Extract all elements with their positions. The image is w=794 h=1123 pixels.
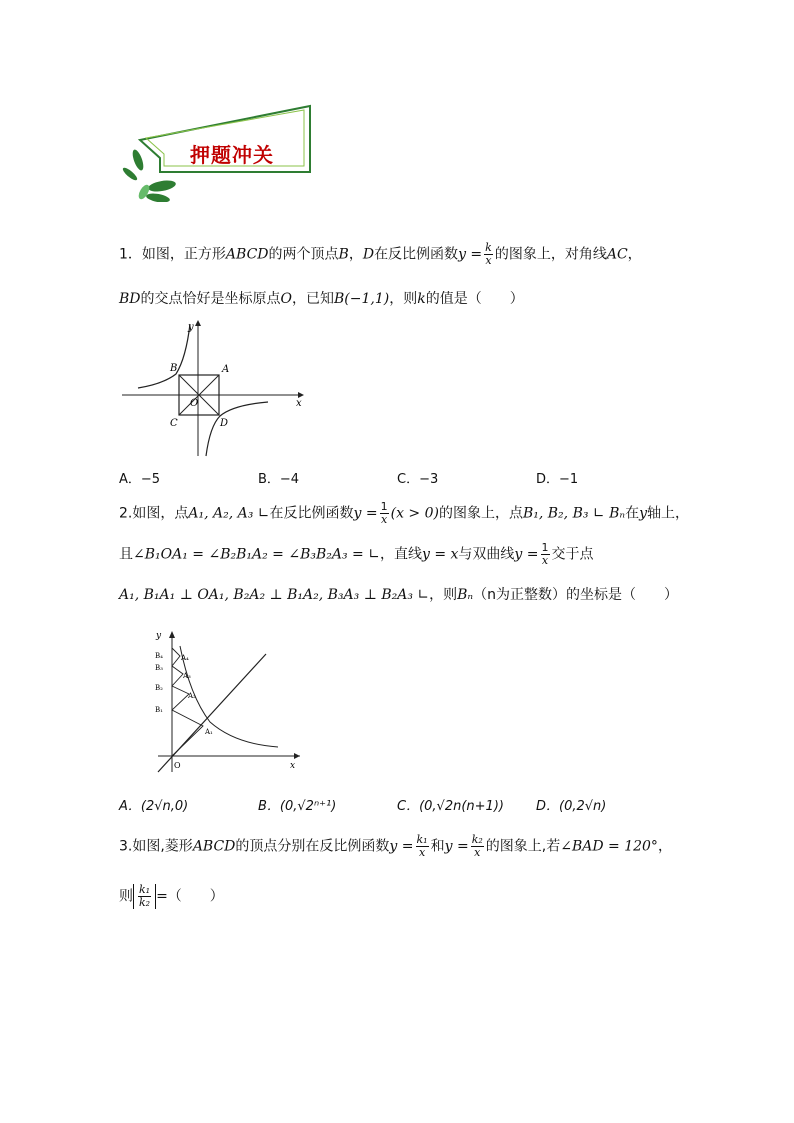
label-O: O — [174, 761, 181, 770]
label-O: O — [190, 398, 199, 409]
q2-line2: 且∠B₁OA₁ = ∠B₂B₁A₂ = ∠B₃B₂A₃ = ∟，直线y = x与双曲线y = $\frac{1}{x}$ 交于点 — [119, 541, 594, 567]
leaf-icon — [145, 192, 170, 202]
fraction-k2-over-x: $\frac{\text{k₂}}{x}$ — [471, 833, 483, 859]
leaf-icon — [147, 179, 176, 194]
label-B3: B₃ — [155, 664, 163, 672]
label-B: B — [170, 363, 178, 374]
q1-option-c[interactable]: C．−3 — [397, 472, 439, 487]
q2-option-c[interactable]: C．(0,√2n(n+1)) — [397, 799, 504, 814]
q1-line1: 1．如图，正方形ABCD的两个顶点B，D在反比例函数y = $\frac{k}{x}$ 的图象上，对角线AC， — [119, 241, 642, 267]
q1-option-a[interactable]: A．−5 — [119, 472, 161, 487]
q1-figure — [118, 316, 308, 461]
q2-option-a[interactable]: A．(2√n,0) — [119, 799, 189, 814]
q1-option-b[interactable]: B．−4 — [258, 472, 300, 487]
fraction-k-over-x: $\frac{k}{x}$ — [485, 241, 492, 267]
label-y: y — [188, 322, 194, 333]
label-y: y — [156, 631, 162, 641]
q3-line2: 则 $\frac{\text{k₁}}{\text{k₂}}$ =（ ） — [119, 883, 224, 909]
label-B2: B₂ — [155, 684, 163, 692]
q2-option-b[interactable]: B．(0,√2ⁿ⁺¹) — [258, 799, 337, 814]
fraction-k1-over-k2: $\frac{\text{k₁}}{\text{k₂}}$ — [139, 883, 151, 909]
q3-line1: 3.如图,菱形ABCD的顶点分别在反比例函数y = $\frac{\text{k₁}}{x}$ 和y = $\frac{\text{k₂}}{x}$ 的图象上,若∠BAD = 120°， — [119, 833, 672, 859]
q1-line2: BD的交点恰好是坐标原点O，已知B(−1,1)，则k的值是（ ） — [119, 291, 524, 307]
label-B4: B₄ — [155, 652, 163, 660]
label-A4: A₄ — [181, 654, 189, 662]
label-A2: A₂ — [188, 692, 196, 700]
y-axis-arrow — [195, 320, 201, 326]
fraction-1-over-x: $\frac{1}{x}$ — [541, 541, 549, 567]
y-axis-arrow — [169, 631, 175, 638]
x-axis-arrow — [294, 753, 300, 759]
leaf-icon — [121, 166, 139, 182]
q2-line1: 2.如图，点A₁, A₂, A₃ ∟在反比例函数y = $\frac{1}{x}$ (x > 0)的图象上，点B₁, B₂, B₃ ∟ Bₙ在y轴上， — [119, 500, 689, 526]
fraction-k1-over-x: $\frac{\text{k₁}}{x}$ — [416, 833, 428, 859]
leaf-icon — [130, 148, 145, 171]
label-x: x — [290, 761, 296, 771]
q2-line3: A₁, B₁A₁ ⊥ OA₁, B₂A₂ ⊥ B₁A₂, B₃A₃ ⊥ B₂A₃ ∟，则Bₙ（n为正整数）的坐标是（ ） — [119, 587, 678, 603]
label-B1: B₁ — [155, 706, 163, 714]
fraction-1-over-x: $\frac{1}{x}$ — [380, 500, 388, 526]
q2-figure — [150, 626, 310, 776]
label-A: A — [222, 364, 230, 375]
q1-option-d[interactable]: D．−1 — [536, 472, 579, 487]
label-C: C — [170, 418, 178, 429]
absolute-value — [133, 884, 156, 909]
hyperbola-branch-4 — [206, 402, 268, 456]
q2-option-d[interactable]: D．(0,2√n) — [536, 799, 607, 814]
label-x: x — [296, 398, 302, 409]
banner-title: 押题冲关 — [190, 143, 274, 167]
label-A3: A₃ — [183, 672, 191, 680]
label-A1: A₁ — [205, 728, 213, 736]
label-D: D — [220, 418, 229, 429]
